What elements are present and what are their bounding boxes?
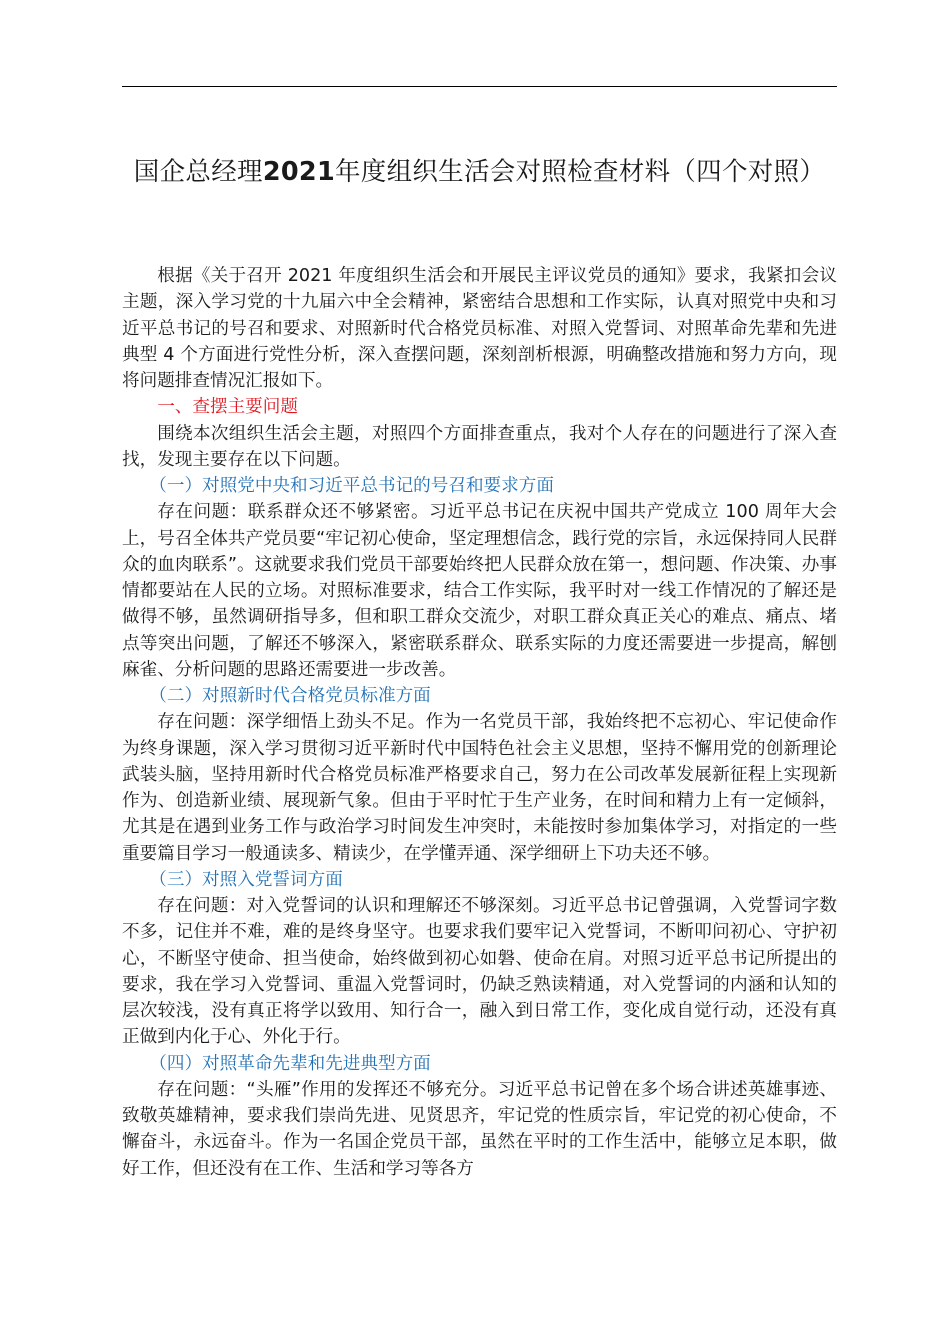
subsection-paragraph-2: 存在问题：深学细悟上劲头不足。作为一名党员干部，我始终把不忘初心、牢记使命作为终身课题，深入学习贯彻习近平新时代中国特色社会主义思想，坚持不懈用党的创新理论武装头脑，坚持用新时代合格党员标准严格要求自己，努力在公司改革发展新征程上实现新作为、创造新业绩、展现新气象。但由于平时忙于生产业务，在时间和精力上有一定倾斜，尤其是在遇到业务工作与政治学习时间发生冲突时，未能按时参加集体学习，对指定的一些重要篇目学习一般通读多、精读少，在学懂弄通、深学细研上下功夫还不够。 xyxy=(122,712,837,864)
section-intro-paragraph: 围绕本次组织生活会主题，对照四个方面排查重点，我对个人存在的问题进行了深入查找，发现主要存在以下问题。 xyxy=(122,423,837,470)
subsection-heading-2: （二）对照新时代合格党员标准方面 xyxy=(149,686,431,706)
subsection-paragraph-3: 存在问题：对入党誓词的认识和理解还不够深刻。习近平总书记曾强调，入党誓词字数不多，记住并不难，难的是终身坚守。也要求我们要牢记入党誓词，不断叩问初心、守护初心，不断坚守使命、担当使命，始终做到初心如磐、使命在肩。对照习近平总书记所提出的要求，我在学习入党誓词、重温入党誓词时，仍缺乏熟读精通，对入党誓词的内涵和认知的层次较浅，没有真正将学以致用、知行合一，融入到日常工作，变化成自觉行动，还没有真正做到内化于心、外化于行。 xyxy=(122,896,837,1048)
title-year: 2021 xyxy=(262,157,335,187)
section-heading: 一、查摆主要问题 xyxy=(157,397,298,418)
intro-paragraph: 根据《关于召开 2021 年度组织生活会和开展民主评议党员的通知》要求，我紧扣会议主题，深入学习党的十九届六中全会精神，紧密结合思想和工作实际，认真对照党中央和习近平总书记的号召和要求、对照新时代合格党员标准、对照入党誓词、对照革命先辈和先进典型 4 个方面进行党性分析，深入查摆问题，深刻剖析根源，明确整改措施和努力方向，现将问题排查情况汇报如下。 xyxy=(122,266,837,391)
header-rule xyxy=(122,86,837,87)
subsection-heading-1: （一）对照党中央和习近平总书记的号召和要求方面 xyxy=(149,476,554,496)
subsection-heading-4: （四）对照革命先辈和先进典型方面 xyxy=(149,1053,431,1074)
subsection-paragraph-1: 存在问题：联系群众还不够紧密。习近平总书记在庆祝中国共产党成立 100 周年大会上，号召全体共产党员要“牢记初心使命，坚定理想信念，践行党的宗旨，永远保持同人民群众的血肉联系”。这就要求我们党员干部要始终把人民群众放在第一，想问题、作决策、办事情都要站在人民的立场。对照标准要求，结合工作实际，我平时对一线工作情况的了解还是做得不够，虽然调研指导多，但和职工群众交流少，对职工群众真正关心的难点、痛点、堵点等突出问题，了解还不够深入，紧密联系群众、联系实际的力度还需要进一步提高，解刨麻雀、分析问题的思路还需要进一步改善。 xyxy=(122,502,837,680)
title-suffix: 年度组织生活会对照检查材料（四个对照） xyxy=(334,157,826,187)
title-prefix: 国企总经理 xyxy=(133,157,263,187)
document-body xyxy=(122,263,837,1182)
subsection-paragraph-4: 存在问题：“头雁”作用的发挥还不够充分。习近平总书记曾在多个场合讲述英雄事迹、致敬英雄精神，要求我们崇尚先进、见贤思齐，牢记党的性质宗旨，牢记党的初心使命，不懈奋斗，永远奋斗。作为一名国企党员干部，虽然在平时的工作生活中，能够立足本职，做好工作，但还没有在工作、生活和学习等各方 xyxy=(122,1079,837,1179)
subsection-heading-3: （三）对照入党誓词方面 xyxy=(149,869,343,890)
page-title xyxy=(122,148,837,196)
